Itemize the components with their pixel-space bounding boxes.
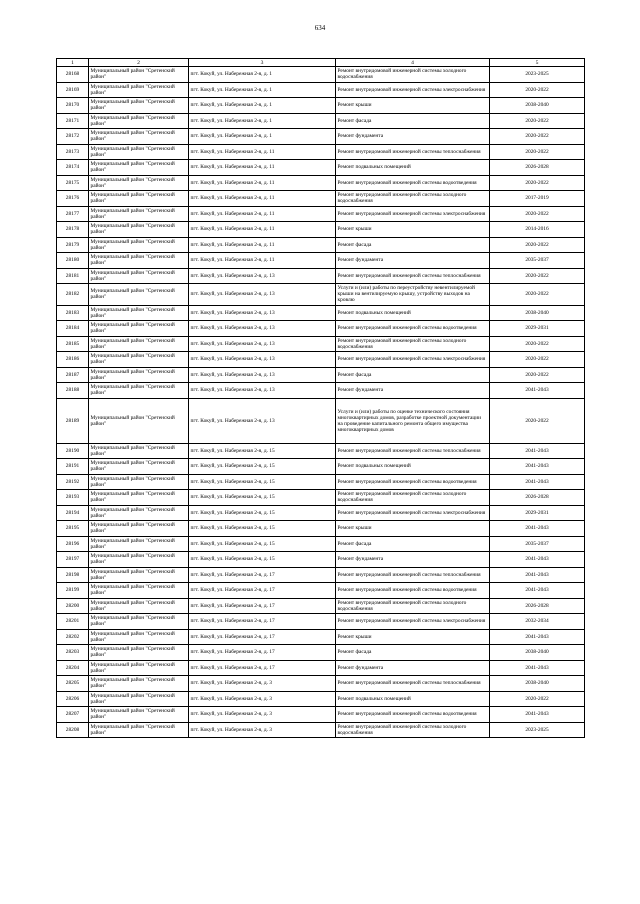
row-number-cell: 28178	[57, 222, 89, 238]
municipality-cell: Муниципальный район "Сретенский район"	[89, 398, 189, 443]
work-type-cell: Ремонт фасада	[336, 113, 490, 129]
work-type-cell: Ремонт фасада	[336, 367, 490, 383]
address-cell: пгт. Кокуй, ул. Набережная 2-я, д. 11	[189, 144, 336, 160]
municipality-cell: Муниципальный район "Сретенский район"	[89, 722, 189, 738]
table-row	[57, 144, 585, 160]
address-cell: пгт. Кокуй, ул. Набережная 2-я, д. 15	[189, 536, 336, 552]
municipality-cell: Муниципальный район "Сретенский район"	[89, 98, 189, 114]
period-cell: 2041-2043	[490, 521, 585, 537]
row-number-cell: 28208	[57, 722, 89, 738]
municipality-cell: Муниципальный район "Сретенский район"	[89, 144, 189, 160]
municipality-cell: Муниципальный район "Сретенский район"	[89, 614, 189, 630]
period-cell: 2020-2022	[490, 398, 585, 443]
municipality-cell: Муниципальный район "Сретенский район"	[89, 237, 189, 253]
address-cell: пгт. Кокуй, ул. Набережная 2-я, д. 13	[189, 305, 336, 321]
table-row	[57, 707, 585, 723]
period-cell: 2020-2022	[490, 144, 585, 160]
row-number-cell: 28188	[57, 383, 89, 399]
row-number-cell: 28180	[57, 253, 89, 269]
period-cell: 2020-2022	[490, 691, 585, 707]
work-type-cell: Ремонт фасада	[336, 237, 490, 253]
row-number-cell: 28193	[57, 490, 89, 506]
table-row	[57, 321, 585, 337]
work-type-cell: Ремонт крыши	[336, 222, 490, 238]
municipality-cell: Муниципальный район "Сретенский район"	[89, 336, 189, 352]
municipality-cell: Муниципальный район "Сретенский район"	[89, 253, 189, 269]
work-type-cell: Ремонт фундамента	[336, 129, 490, 145]
row-number-cell: 28181	[57, 268, 89, 284]
municipality-cell: Муниципальный район "Сретенский район"	[89, 268, 189, 284]
period-cell: 2038-2040	[490, 676, 585, 692]
table-row	[57, 552, 585, 568]
table-row	[57, 567, 585, 583]
period-cell: 2020-2022	[490, 175, 585, 191]
column-header-number: 1	[57, 59, 89, 67]
table-row	[57, 284, 585, 306]
table-row	[57, 352, 585, 368]
period-cell: 2020-2022	[490, 206, 585, 222]
period-cell: 2029-2031	[490, 505, 585, 521]
row-number-cell: 28194	[57, 505, 89, 521]
municipality-cell: Муниципальный район "Сретенский район"	[89, 536, 189, 552]
period-cell: 2026-2028	[490, 160, 585, 176]
municipality-cell: Муниципальный район "Сретенский район"	[89, 676, 189, 692]
work-type-cell: Ремонт фундамента	[336, 253, 490, 269]
period-cell: 2023-2025	[490, 722, 585, 738]
table-row	[57, 536, 585, 552]
period-cell: 2038-2040	[490, 645, 585, 661]
row-number-cell: 28170	[57, 98, 89, 114]
row-number-cell: 28173	[57, 144, 89, 160]
address-cell: пгт. Кокуй, ул. Набережная 2-я, д. 17	[189, 614, 336, 630]
period-cell: 2026-2028	[490, 598, 585, 614]
page-number: 634	[314, 24, 326, 32]
period-cell: 2041-2043	[490, 474, 585, 490]
municipality-cell: Муниципальный район "Сретенский район"	[89, 505, 189, 521]
period-cell: 2020-2022	[490, 237, 585, 253]
work-type-cell: Ремонт внутридомовой инженерной системы теплоснабжения	[336, 676, 490, 692]
address-cell: пгт. Кокуй, ул. Набережная 2-я, д. 13	[189, 336, 336, 352]
row-number-cell: 28176	[57, 191, 89, 207]
work-type-cell: Ремонт внутридомовой инженерной системы теплоснабжения	[336, 443, 490, 459]
period-cell: 2041-2043	[490, 459, 585, 475]
row-number-cell: 28171	[57, 113, 89, 129]
row-number-cell: 28203	[57, 645, 89, 661]
table-header-row	[57, 59, 585, 67]
address-cell: пгт. Кокуй, ул. Набережная 2-я, д. 3	[189, 722, 336, 738]
work-type-cell: Ремонт внутридомовой инженерной системы водоотведения	[336, 321, 490, 337]
table-row	[57, 614, 585, 630]
table-row	[57, 598, 585, 614]
address-cell: пгт. Кокуй, ул. Набережная 2-я, д. 3	[189, 676, 336, 692]
address-cell: пгт. Кокуй, ул. Набережная 2-я, д. 13	[189, 284, 336, 306]
work-type-cell: Ремонт внутридомовой инженерной системы электроснабжения	[336, 505, 490, 521]
table-body	[57, 67, 585, 738]
row-number-cell: 28205	[57, 676, 89, 692]
address-cell: пгт. Кокуй, ул. Набережная 2-я, д. 11	[189, 222, 336, 238]
row-number-cell: 28177	[57, 206, 89, 222]
row-number-cell: 28197	[57, 552, 89, 568]
municipality-cell: Муниципальный район "Сретенский район"	[89, 552, 189, 568]
address-cell: пгт. Кокуй, ул. Набережная 2-я, д. 15	[189, 521, 336, 537]
row-number-cell: 28190	[57, 443, 89, 459]
municipality-cell: Муниципальный район "Сретенский район"	[89, 82, 189, 98]
row-number-cell: 28182	[57, 284, 89, 306]
work-type-cell: Ремонт подвальных помещений	[336, 305, 490, 321]
column-header-work-type: 4	[336, 59, 490, 67]
municipality-cell: Муниципальный район "Сретенский район"	[89, 206, 189, 222]
work-type-cell: Ремонт внутридомовой инженерной системы электроснабжения	[336, 352, 490, 368]
table-row	[57, 305, 585, 321]
row-number-cell: 28186	[57, 352, 89, 368]
address-cell: пгт. Кокуй, ул. Набережная 2-я, д. 13	[189, 383, 336, 399]
work-type-cell: Ремонт внутридомовой инженерной системы холодного водоснабжения	[336, 67, 490, 83]
row-number-cell: 28179	[57, 237, 89, 253]
table-row	[57, 98, 585, 114]
work-type-cell: Ремонт крыши	[336, 521, 490, 537]
table-row	[57, 175, 585, 191]
table-row	[57, 490, 585, 506]
table-row	[57, 629, 585, 645]
period-cell: 2020-2022	[490, 82, 585, 98]
work-type-cell: Ремонт фасада	[336, 645, 490, 661]
address-cell: пгт. Кокуй, ул. Набережная 2-я, д. 15	[189, 459, 336, 475]
municipality-cell: Муниципальный район "Сретенский район"	[89, 160, 189, 176]
period-cell: 2020-2022	[490, 113, 585, 129]
row-number-cell: 28183	[57, 305, 89, 321]
table-row	[57, 443, 585, 459]
row-number-cell: 28174	[57, 160, 89, 176]
period-cell: 2041-2043	[490, 552, 585, 568]
work-type-cell: Услуги и (или) работы по оценке технического состояния многоквартирных домов, разработке проектной документации на проведение капитального ремонта общего имущества многоквартирных домов	[336, 398, 490, 443]
municipality-cell: Муниципальный район "Сретенский район"	[89, 443, 189, 459]
address-cell: пгт. Кокуй, ул. Набережная 2-я, д. 11	[189, 160, 336, 176]
table-row	[57, 67, 585, 83]
municipality-cell: Муниципальный район "Сретенский район"	[89, 660, 189, 676]
address-cell: пгт. Кокуй, ул. Набережная 2-я, д. 11	[189, 237, 336, 253]
work-type-cell: Ремонт внутридомовой инженерной системы электроснабжения	[336, 206, 490, 222]
column-header-period: 5	[490, 59, 585, 67]
municipality-cell: Муниципальный район "Сретенский район"	[89, 459, 189, 475]
address-cell: пгт. Кокуй, ул. Набережная 2-я, д. 13	[189, 268, 336, 284]
work-type-cell: Ремонт внутридомовой инженерной системы теплоснабжения	[336, 567, 490, 583]
municipality-cell: Муниципальный район "Сретенский район"	[89, 367, 189, 383]
address-cell: пгт. Кокуй, ул. Набережная 2-я, д. 13	[189, 398, 336, 443]
row-number-cell: 28202	[57, 629, 89, 645]
work-type-cell: Ремонт внутридомовой инженерной системы холодного водоснабжения	[336, 598, 490, 614]
table-row	[57, 237, 585, 253]
address-cell: пгт. Кокуй, ул. Набережная 2-я, д. 1	[189, 98, 336, 114]
capital-repair-table	[56, 58, 585, 738]
address-cell: пгт. Кокуй, ул. Набережная 2-я, д. 17	[189, 583, 336, 599]
municipality-cell: Муниципальный район "Сретенский район"	[89, 707, 189, 723]
address-cell: пгт. Кокуй, ул. Набережная 2-я, д. 13	[189, 367, 336, 383]
period-cell: 2026-2028	[490, 490, 585, 506]
address-cell: пгт. Кокуй, ул. Набережная 2-я, д. 15	[189, 474, 336, 490]
municipality-cell: Муниципальный район "Сретенский район"	[89, 583, 189, 599]
work-type-cell: Ремонт внутридомовой инженерной системы водоотведения	[336, 707, 490, 723]
row-number-cell: 28200	[57, 598, 89, 614]
address-cell: пгт. Кокуй, ул. Набережная 2-я, д. 1	[189, 67, 336, 83]
municipality-cell: Муниципальный район "Сретенский район"	[89, 352, 189, 368]
work-type-cell: Ремонт фундамента	[336, 552, 490, 568]
work-type-cell: Ремонт фасада	[336, 536, 490, 552]
municipality-cell: Муниципальный район "Сретенский район"	[89, 67, 189, 83]
table-row	[57, 676, 585, 692]
address-cell: пгт. Кокуй, ул. Набережная 2-я, д. 17	[189, 660, 336, 676]
address-cell: пгт. Кокуй, ул. Набережная 2-я, д. 15	[189, 443, 336, 459]
row-number-cell: 28168	[57, 67, 89, 83]
column-header-municipality: 2	[89, 59, 189, 67]
row-number-cell: 28185	[57, 336, 89, 352]
municipality-cell: Муниципальный район "Сретенский район"	[89, 567, 189, 583]
municipality-cell: Муниципальный район "Сретенский район"	[89, 175, 189, 191]
municipality-cell: Муниципальный район "Сретенский район"	[89, 129, 189, 145]
municipality-cell: Муниципальный район "Сретенский район"	[89, 474, 189, 490]
table-row	[57, 722, 585, 738]
address-cell: пгт. Кокуй, ул. Набережная 2-я, д. 1	[189, 113, 336, 129]
table-row	[57, 691, 585, 707]
address-cell: пгт. Кокуй, ул. Набережная 2-я, д. 11	[189, 191, 336, 207]
table-row	[57, 367, 585, 383]
table-row	[57, 660, 585, 676]
period-cell: 2041-2043	[490, 443, 585, 459]
table-row	[57, 505, 585, 521]
period-cell: 2029-2031	[490, 321, 585, 337]
work-type-cell: Ремонт внутридомовой инженерной системы холодного водоснабжения	[336, 722, 490, 738]
work-type-cell: Ремонт внутридомовой инженерной системы холодного водоснабжения	[336, 490, 490, 506]
work-type-cell: Ремонт внутридомовой инженерной системы водоотведения	[336, 474, 490, 490]
municipality-cell: Муниципальный район "Сретенский район"	[89, 383, 189, 399]
table-row	[57, 253, 585, 269]
period-cell: 2041-2043	[490, 660, 585, 676]
work-type-cell: Ремонт крыши	[336, 98, 490, 114]
period-cell: 2041-2043	[490, 583, 585, 599]
table-row	[57, 113, 585, 129]
table-row	[57, 521, 585, 537]
work-type-cell: Ремонт фундамента	[336, 660, 490, 676]
address-cell: пгт. Кокуй, ул. Набережная 2-я, д. 1	[189, 82, 336, 98]
row-number-cell: 28184	[57, 321, 89, 337]
table-row	[57, 129, 585, 145]
row-number-cell: 28196	[57, 536, 89, 552]
address-cell: пгт. Кокуй, ул. Набережная 2-я, д. 3	[189, 707, 336, 723]
table-row	[57, 398, 585, 443]
address-cell: пгт. Кокуй, ул. Набережная 2-я, д. 11	[189, 175, 336, 191]
table-row	[57, 336, 585, 352]
row-number-cell: 28201	[57, 614, 89, 630]
address-cell: пгт. Кокуй, ул. Набережная 2-я, д. 17	[189, 645, 336, 661]
table-row	[57, 222, 585, 238]
address-cell: пгт. Кокуй, ул. Набережная 2-я, д. 11	[189, 206, 336, 222]
period-cell: 2038-2040	[490, 305, 585, 321]
period-cell: 2020-2022	[490, 336, 585, 352]
work-type-cell: Ремонт внутридомовой инженерной системы холодного водоснабжения	[336, 191, 490, 207]
municipality-cell: Муниципальный район "Сретенский район"	[89, 113, 189, 129]
period-cell: 2041-2043	[490, 629, 585, 645]
work-type-cell: Ремонт внутридомовой инженерной системы холодного водоснабжения	[336, 336, 490, 352]
period-cell: 2020-2022	[490, 284, 585, 306]
row-number-cell: 28175	[57, 175, 89, 191]
period-cell: 2020-2022	[490, 268, 585, 284]
row-number-cell: 28207	[57, 707, 89, 723]
municipality-cell: Муниципальный район "Сретенский район"	[89, 691, 189, 707]
row-number-cell: 28187	[57, 367, 89, 383]
period-cell: 2041-2043	[490, 567, 585, 583]
table-row	[57, 191, 585, 207]
work-type-cell: Ремонт подвальных помещений	[336, 691, 490, 707]
period-cell: 2035-2037	[490, 536, 585, 552]
period-cell: 2035-2037	[490, 253, 585, 269]
work-type-cell: Ремонт внутридомовой инженерной системы электроснабжения	[336, 82, 490, 98]
municipality-cell: Муниципальный район "Сретенский район"	[89, 222, 189, 238]
table-row	[57, 645, 585, 661]
municipality-cell: Муниципальный район "Сретенский район"	[89, 490, 189, 506]
municipality-cell: Муниципальный район "Сретенский район"	[89, 645, 189, 661]
address-cell: пгт. Кокуй, ул. Набережная 2-я, д. 1	[189, 129, 336, 145]
work-type-cell: Ремонт крыши	[336, 629, 490, 645]
work-type-cell: Услуги и (или) работы по переустройству невентилируемой крыши на вентилируемую крышу, устройству выходов на кровлю	[336, 284, 490, 306]
municipality-cell: Муниципальный район "Сретенский район"	[89, 629, 189, 645]
period-cell: 2020-2022	[490, 367, 585, 383]
row-number-cell: 28195	[57, 521, 89, 537]
table-row	[57, 268, 585, 284]
column-header-address: 3	[189, 59, 336, 67]
address-cell: пгт. Кокуй, ул. Набережная 2-я, д. 3	[189, 691, 336, 707]
table-row	[57, 583, 585, 599]
period-cell: 2041-2043	[490, 707, 585, 723]
table-row	[57, 459, 585, 475]
municipality-cell: Муниципальный район "Сретенский район"	[89, 521, 189, 537]
row-number-cell: 28204	[57, 660, 89, 676]
table-row	[57, 82, 585, 98]
period-cell: 2020-2022	[490, 129, 585, 145]
work-type-cell: Ремонт подвальных помещений	[336, 160, 490, 176]
row-number-cell: 28199	[57, 583, 89, 599]
address-cell: пгт. Кокуй, ул. Набережная 2-я, д. 11	[189, 253, 336, 269]
address-cell: пгт. Кокуй, ул. Набережная 2-я, д. 13	[189, 321, 336, 337]
work-type-cell: Ремонт внутридомовой инженерной системы теплоснабжения	[336, 268, 490, 284]
period-cell: 2032-2034	[490, 614, 585, 630]
table-row	[57, 383, 585, 399]
work-type-cell: Ремонт фундамента	[336, 383, 490, 399]
table-row	[57, 474, 585, 490]
address-cell: пгт. Кокуй, ул. Набережная 2-я, д. 15	[189, 552, 336, 568]
row-number-cell: 28169	[57, 82, 89, 98]
address-cell: пгт. Кокуй, ул. Набережная 2-я, д. 17	[189, 567, 336, 583]
work-type-cell: Ремонт подвальных помещений	[336, 459, 490, 475]
municipality-cell: Муниципальный район "Сретенский район"	[89, 305, 189, 321]
address-cell: пгт. Кокуй, ул. Набережная 2-я, д. 15	[189, 505, 336, 521]
municipality-cell: Муниципальный район "Сретенский район"	[89, 321, 189, 337]
period-cell: 2041-2043	[490, 383, 585, 399]
work-type-cell: Ремонт внутридомовой инженерной системы теплоснабжения	[336, 144, 490, 160]
row-number-cell: 28189	[57, 398, 89, 443]
period-cell: 2020-2022	[490, 352, 585, 368]
row-number-cell: 28192	[57, 474, 89, 490]
work-type-cell: Ремонт внутридомовой инженерной системы водоотведения	[336, 175, 490, 191]
period-cell: 2023-2025	[490, 67, 585, 83]
address-cell: пгт. Кокуй, ул. Набережная 2-я, д. 17	[189, 598, 336, 614]
work-type-cell: Ремонт внутридомовой инженерной системы водоотведения	[336, 583, 490, 599]
address-cell: пгт. Кокуй, ул. Набережная 2-я, д. 15	[189, 490, 336, 506]
work-type-cell: Ремонт внутридомовой инженерной системы электроснабжения	[336, 614, 490, 630]
row-number-cell: 28198	[57, 567, 89, 583]
period-cell: 2017-2019	[490, 191, 585, 207]
municipality-cell: Муниципальный район "Сретенский район"	[89, 191, 189, 207]
municipality-cell: Муниципальный район "Сретенский район"	[89, 284, 189, 306]
period-cell: 2014-2016	[490, 222, 585, 238]
period-cell: 2038-2040	[490, 98, 585, 114]
municipality-cell: Муниципальный район "Сретенский район"	[89, 598, 189, 614]
row-number-cell: 28172	[57, 129, 89, 145]
row-number-cell: 28206	[57, 691, 89, 707]
address-cell: пгт. Кокуй, ул. Набережная 2-я, д. 13	[189, 352, 336, 368]
table-row	[57, 160, 585, 176]
table-row	[57, 206, 585, 222]
address-cell: пгт. Кокуй, ул. Набережная 2-я, д. 17	[189, 629, 336, 645]
row-number-cell: 28191	[57, 459, 89, 475]
